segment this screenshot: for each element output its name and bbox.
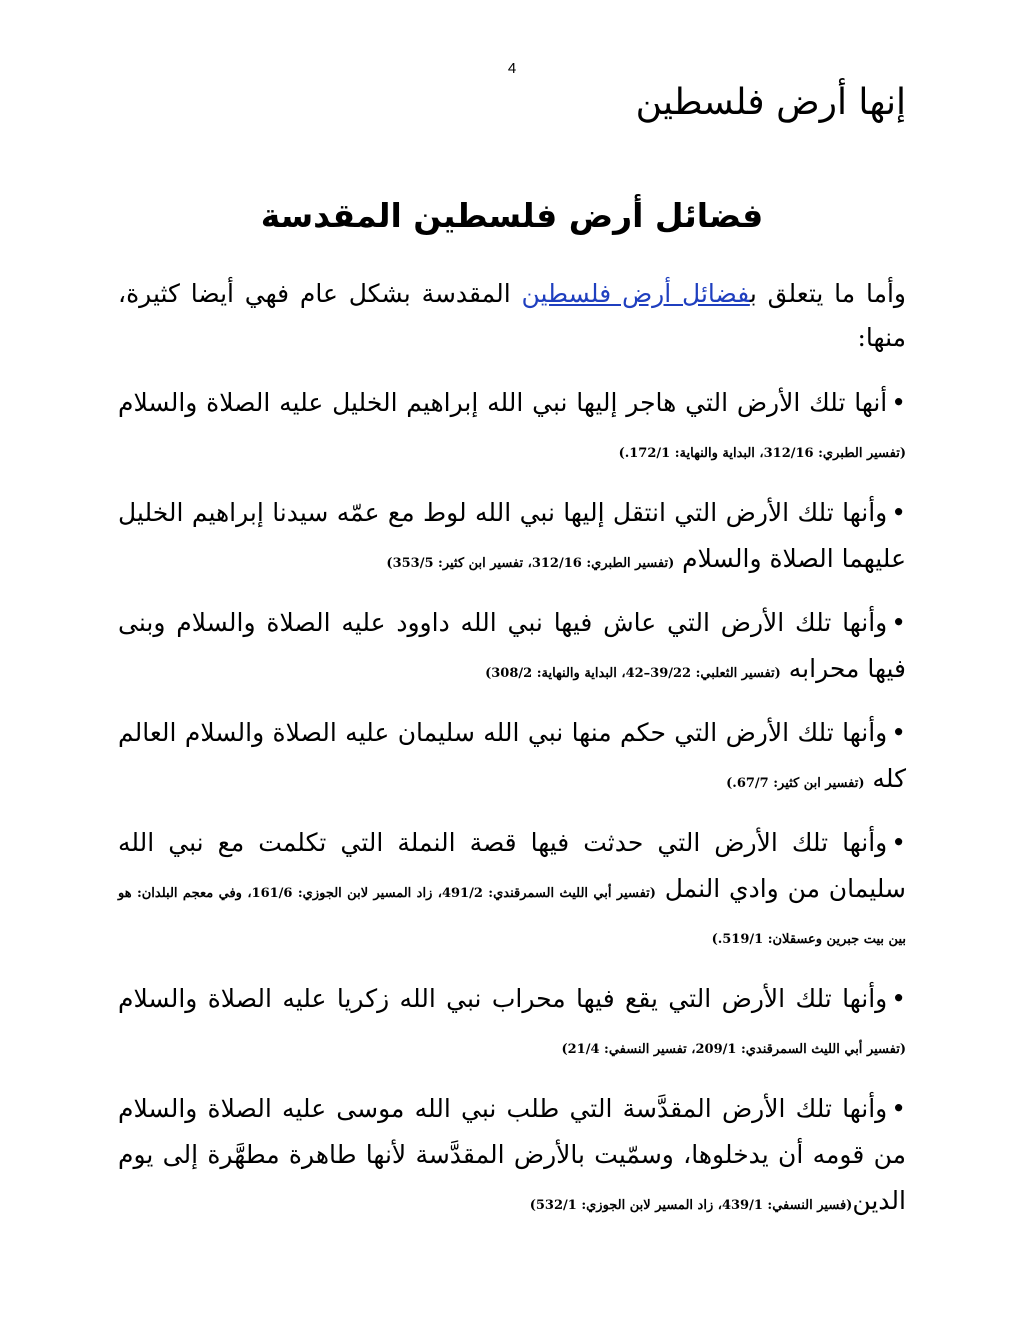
point-text: وأنها تلك الأرض التي يقع فيها محراب نبي الله زكريا عليه الصلاة والسلام	[118, 984, 888, 1013]
intro-text-before: وأما ما يتعلق ب	[749, 279, 906, 308]
citation: (تفسير الطبري: 312/16، تفسير ابن كثير: 353/5)	[386, 556, 675, 571]
point-text: وأنها تلك الأرض التي انتقل إليها نبي الله لوط مع عمّه سيدنا إبراهيم الخليل عليهما الصلاة والسلام	[118, 498, 906, 573]
section-heading: فضائل أرض فلسطين المقدسة	[260, 196, 764, 235]
list-item	[118, 820, 906, 958]
virtues-list	[118, 380, 906, 1224]
list-item	[118, 976, 906, 1068]
page-title: إنها أرض فلسطين	[635, 82, 906, 123]
citation: (فسير النسفي: 439/1، زاد المسير لابن الجوزي: 532/1)	[529, 1198, 853, 1213]
virtues-link[interactable]: فضائل أرض فلسطين	[521, 279, 750, 308]
citation: (تفسير الطبري: 312/16، البداية والنهاية: 172/1.)	[618, 446, 906, 461]
bullet-icon: •	[891, 718, 906, 747]
point-text: أنها تلك الأرض التي هاجر إليها نبي الله إبراهيم الخليل عليه الصلاة والسلام	[118, 388, 888, 417]
point-text: وأنها تلك الأرض التي عاش فيها نبي الله داوود عليه الصلاة والسلام وبنى فيها محرابه	[118, 608, 906, 683]
bullet-icon: •	[891, 608, 906, 637]
list-item	[118, 1086, 906, 1224]
document-body	[118, 272, 906, 1242]
citation: (تفسير ابن كثير: 67/7.)	[726, 776, 865, 791]
point-text: وأنها تلك الأرض المقدَّسة التي طلب نبي الله موسى عليه الصلاة والسلام من قومه أن يدخلوها، وسمّيت بالأرض المقدَّسة لأنها طاهرة مطهَّرة إلى يوم الدين	[118, 1094, 906, 1215]
intro-paragraph	[118, 272, 906, 360]
point-text: وأنها تلك الأرض التي حكم منها نبي الله سليمان عليه الصلاة والسلام العالم كله	[118, 718, 906, 793]
citation: (تفسير الثعلبي: 39/22–42، البداية والنهاية: 308/2)	[485, 666, 781, 681]
list-item	[118, 380, 906, 472]
bullet-icon: •	[891, 984, 906, 1013]
bullet-icon: •	[891, 498, 906, 527]
point-text: وأنها تلك الأرض التي حدثت فيها قصة النملة التي تكلمت مع نبي الله سليمان من وادي النمل	[118, 828, 907, 903]
list-item	[118, 710, 906, 802]
bullet-icon: •	[891, 828, 906, 857]
bullet-icon: •	[891, 1094, 906, 1123]
list-item	[118, 490, 906, 582]
page-number: 4	[507, 60, 517, 77]
list-item	[118, 600, 906, 692]
intro-text-after: المقدسة بشكل عام فهي أيضا كثيرة، منها:	[118, 279, 906, 352]
citation: (تفسير أبي الليث السمرقندي: 209/1، تفسير النسفي: 21/4)	[561, 1042, 906, 1057]
bullet-icon: •	[891, 388, 906, 417]
citation: (تفسير أبي الليث السمرقندي: 491/2، زاد المسير لابن الجوزي: 161/6، وفي معجم البلدان: هو بين بيت جبرين وعسقلان: 519/1.)	[118, 886, 906, 947]
